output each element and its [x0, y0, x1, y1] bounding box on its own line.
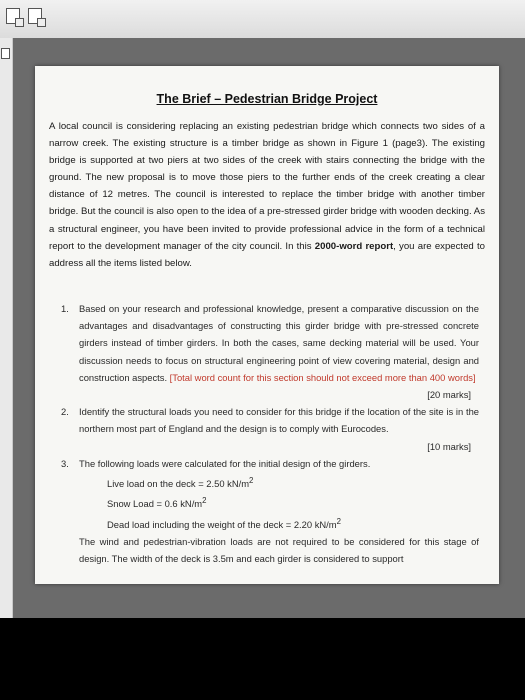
document-page: [35, 66, 499, 584]
document-title: The Brief – Pedestrian Bridge Project: [156, 92, 378, 106]
load-unit-sup: 2: [202, 496, 207, 506]
item-body: Identify the structural loads you need to consider for this bridge if the location of the site is in the northern most part of England and the design is to comply with Eurocodes.: [79, 406, 479, 435]
item-body: The following loads were calculated for the initial design of the girders.: [79, 457, 371, 469]
load-unit-sup: 2: [249, 476, 254, 486]
item-marks: [20 marks]: [427, 389, 471, 401]
intro-text-end: , you are expected to address all the items listed below.: [49, 240, 485, 269]
item-tail: The wind and pedestrian-vibration loads are not required to be considered for this stage of design. The width of the deck is 3.5m and each girder is considered to support: [79, 536, 479, 565]
load-unit-sup: 2: [336, 516, 341, 526]
list-item: [49, 403, 479, 455]
task-list: [49, 300, 479, 567]
load-text: Dead load including the weight of the deck = 2.20 kN/m: [107, 518, 337, 530]
load-text: Snow Load = 0.6 kN/m: [107, 498, 203, 510]
page-icon[interactable]: [6, 8, 20, 24]
list-item: [49, 455, 479, 568]
word-count-note: [Total word count for this section should not exceed more than 400 words]: [169, 371, 476, 383]
intro-bold-text: 2000-word report: [314, 240, 394, 252]
load-line: [79, 472, 479, 492]
item-marks: [10 marks]: [427, 440, 471, 452]
page-icon[interactable]: [28, 8, 42, 24]
item-number: 2.: [61, 406, 69, 418]
sidebar: [0, 38, 13, 618]
load-line: [79, 492, 479, 512]
item-body: Based on your research and professional knowledge, present a comparative discussion on the advantages and disadvantages of constructing this girder bridge with pre-stressed concrete girders instead of timber girders. In both the cases, same decking material will be used. Your discussion needs to focus on structural engineering point of view covering material, design and construction aspects.: [79, 303, 479, 383]
load-text: Live load on the deck = 2.50 kN/m: [107, 478, 250, 490]
item-text: [79, 300, 479, 386]
item-number: 3.: [61, 457, 69, 469]
load-line: [79, 513, 479, 533]
toolbar: [0, 0, 525, 39]
intro-paragraph: [49, 118, 485, 272]
page-icon[interactable]: [1, 48, 10, 59]
item-number: 1.: [61, 303, 69, 314]
list-item: [49, 300, 479, 403]
dark-footer: [0, 618, 525, 700]
intro-text: A local council is considering replacing an existing pedestrian bridge which connects two sides of a narrow creek. The existing structure is a timber bridge as shown in Figure 1 (page3). The existing bridge is supported at two piers at two sides of the creek with stairs connecting the bridge with the ground. The new proposal is to move those piers to the further ends of the creek creating a clear distance of 12 metres. The council is interested to replace the timber bridge with another timber bridge. But the council is also open to the idea of a pre-stressed girder bridge with wooden decking. As a structural engineer, you have been invited to provide professional advice in the form of a technical report to the development manager of the city council. In this: [49, 121, 485, 252]
